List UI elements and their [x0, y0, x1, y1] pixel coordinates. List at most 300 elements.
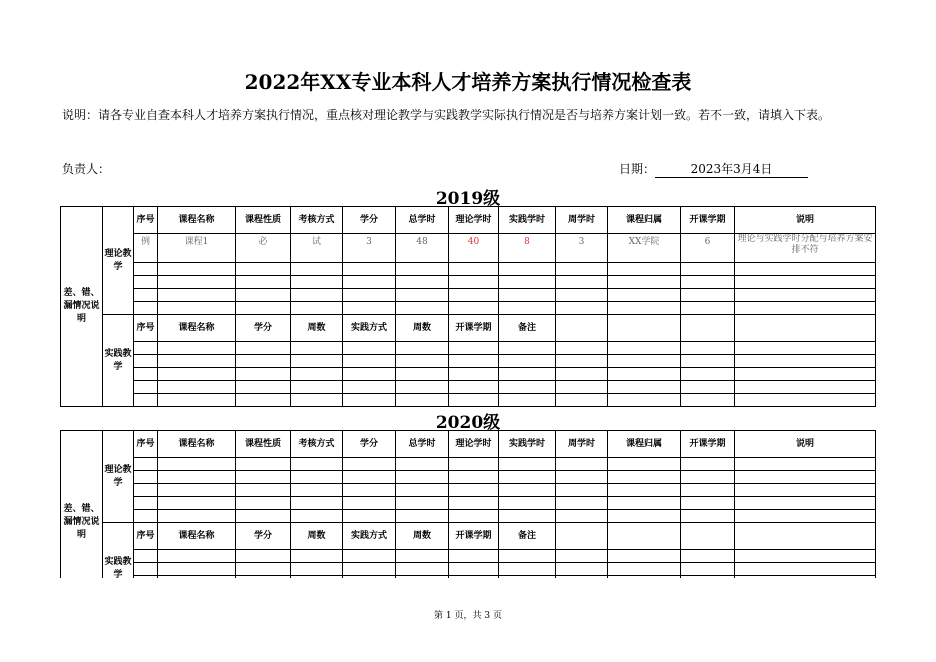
column-header: 课程名称: [158, 207, 236, 234]
empty-cell[interactable]: [236, 276, 291, 289]
empty-cell[interactable]: [556, 302, 608, 315]
empty-cell[interactable]: [681, 550, 735, 563]
empty-cell[interactable]: [343, 381, 396, 394]
empty-cell[interactable]: [291, 510, 343, 523]
empty-cell[interactable]: [735, 289, 876, 302]
section-year: 2020级: [435, 413, 501, 433]
table-row: [61, 458, 876, 471]
empty-cell[interactable]: [499, 471, 556, 484]
empty-cell[interactable]: [608, 289, 681, 302]
empty-cell[interactable]: [134, 510, 158, 523]
empty-cell[interactable]: [236, 497, 291, 510]
empty-cell[interactable]: [556, 276, 608, 289]
empty-cell[interactable]: [343, 563, 396, 576]
empty-cell[interactable]: [681, 523, 735, 550]
empty-cell[interactable]: [608, 368, 681, 381]
empty-cell[interactable]: [158, 550, 236, 563]
example-cell: 6: [681, 234, 735, 263]
column-header: 课程归属: [608, 207, 681, 234]
empty-cell[interactable]: [134, 368, 158, 381]
empty-cell[interactable]: [396, 289, 449, 302]
empty-cell[interactable]: [158, 355, 236, 368]
table-row: [61, 394, 876, 407]
empty-cell[interactable]: [735, 510, 876, 523]
table-row: [61, 234, 876, 263]
empty-cell[interactable]: [681, 394, 735, 407]
empty-cell[interactable]: [158, 497, 236, 510]
empty-cell[interactable]: [291, 381, 343, 394]
column-header: 序号: [134, 315, 158, 342]
empty-cell[interactable]: [343, 550, 396, 563]
column-header: 开课学期: [449, 315, 499, 342]
empty-cell[interactable]: [343, 484, 396, 497]
empty-cell[interactable]: [343, 289, 396, 302]
empty-cell[interactable]: [681, 510, 735, 523]
empty-cell[interactable]: [236, 355, 291, 368]
column-header: 实践方式: [343, 523, 396, 550]
date-label: 日期：: [619, 162, 656, 176]
empty-cell[interactable]: [499, 394, 556, 407]
empty-cell[interactable]: [608, 394, 681, 407]
example-cell: 课程1: [158, 234, 236, 263]
empty-cell[interactable]: [236, 563, 291, 576]
empty-cell[interactable]: [396, 381, 449, 394]
column-header: 课程名称: [158, 431, 236, 458]
empty-cell[interactable]: [236, 342, 291, 355]
empty-cell[interactable]: [343, 355, 396, 368]
empty-cell[interactable]: [608, 523, 681, 550]
empty-cell[interactable]: [134, 458, 158, 471]
empty-cell[interactable]: [608, 315, 681, 342]
table-row: [61, 355, 876, 368]
column-header: 理论学时: [449, 431, 499, 458]
empty-cell[interactable]: [449, 368, 499, 381]
empty-cell[interactable]: [681, 471, 735, 484]
empty-cell[interactable]: [449, 276, 499, 289]
empty-cell[interactable]: [556, 289, 608, 302]
empty-cell[interactable]: [449, 497, 499, 510]
side-label: 差、错、漏情况说明: [61, 207, 103, 407]
column-header: 实践学时: [499, 207, 556, 234]
column-header: 备注: [499, 523, 556, 550]
empty-cell[interactable]: [735, 263, 876, 276]
empty-cell[interactable]: [291, 458, 343, 471]
example-cell: 试: [291, 234, 343, 263]
empty-cell[interactable]: [608, 458, 681, 471]
section-year: 2019级: [435, 189, 501, 209]
empty-cell[interactable]: [134, 563, 158, 576]
column-header: 周数: [396, 523, 449, 550]
empty-cell[interactable]: [556, 263, 608, 276]
column-header: 实践学时: [499, 431, 556, 458]
empty-cell[interactable]: [499, 342, 556, 355]
empty-cell[interactable]: [449, 471, 499, 484]
empty-cell[interactable]: [343, 394, 396, 407]
empty-cell[interactable]: [681, 563, 735, 576]
column-header: 总学时: [396, 207, 449, 234]
empty-cell[interactable]: [608, 342, 681, 355]
empty-cell[interactable]: [449, 302, 499, 315]
empty-cell[interactable]: [608, 563, 681, 576]
empty-cell[interactable]: [556, 510, 608, 523]
empty-cell[interactable]: [735, 342, 876, 355]
empty-cell[interactable]: [134, 497, 158, 510]
empty-cell[interactable]: [396, 576, 449, 579]
empty-cell[interactable]: [499, 497, 556, 510]
empty-cell[interactable]: [396, 263, 449, 276]
empty-cell[interactable]: [291, 576, 343, 579]
page-title: 2022年XX专业本科人才培养方案执行情况检查表: [244, 70, 692, 94]
empty-cell[interactable]: [396, 276, 449, 289]
empty-cell[interactable]: [134, 550, 158, 563]
empty-cell[interactable]: [236, 458, 291, 471]
column-header: 周学时: [556, 431, 608, 458]
theory-header-row: [61, 207, 876, 234]
empty-cell[interactable]: [608, 510, 681, 523]
empty-cell[interactable]: [499, 550, 556, 563]
empty-cell[interactable]: [499, 381, 556, 394]
empty-cell[interactable]: [396, 563, 449, 576]
empty-cell[interactable]: [499, 458, 556, 471]
empty-cell[interactable]: [158, 394, 236, 407]
empty-cell[interactable]: [343, 576, 396, 579]
empty-cell[interactable]: [449, 289, 499, 302]
empty-cell[interactable]: [291, 471, 343, 484]
empty-cell[interactable]: [608, 471, 681, 484]
empty-cell[interactable]: [236, 576, 291, 579]
practice-header-row: [61, 523, 876, 550]
empty-cell[interactable]: [608, 576, 681, 579]
empty-cell[interactable]: [396, 342, 449, 355]
empty-cell[interactable]: [236, 289, 291, 302]
empty-cell[interactable]: [449, 576, 499, 579]
empty-cell[interactable]: [681, 302, 735, 315]
example-cell: 理论与实践学时分配与培养方案安排不符: [735, 234, 876, 263]
column-header: 学分: [343, 207, 396, 234]
column-header: 开课学期: [681, 431, 735, 458]
empty-cell[interactable]: [681, 342, 735, 355]
empty-cell[interactable]: [291, 276, 343, 289]
empty-cell[interactable]: [735, 276, 876, 289]
empty-cell[interactable]: [158, 263, 236, 276]
column-header: 周数: [291, 315, 343, 342]
column-header: 课程性质: [236, 431, 291, 458]
column-header: 备注: [499, 315, 556, 342]
column-header: 序号: [134, 523, 158, 550]
empty-cell[interactable]: [735, 355, 876, 368]
column-header: 学分: [343, 431, 396, 458]
empty-cell[interactable]: [158, 302, 236, 315]
empty-cell[interactable]: [449, 394, 499, 407]
table-row: [61, 563, 876, 576]
empty-cell[interactable]: [134, 381, 158, 394]
empty-cell[interactable]: [158, 510, 236, 523]
empty-cell[interactable]: [343, 302, 396, 315]
example-cell: 8: [499, 234, 556, 263]
empty-cell[interactable]: [291, 484, 343, 497]
empty-cell[interactable]: [158, 576, 236, 579]
empty-cell[interactable]: [343, 276, 396, 289]
empty-cell[interactable]: [343, 458, 396, 471]
table-row: [61, 381, 876, 394]
practice-header-row: [61, 315, 876, 342]
table-row: [61, 550, 876, 563]
empty-cell[interactable]: [236, 510, 291, 523]
empty-cell[interactable]: [735, 302, 876, 315]
empty-cell[interactable]: [681, 289, 735, 302]
empty-cell[interactable]: [608, 263, 681, 276]
owner-label: 负责人：: [62, 162, 111, 176]
empty-cell[interactable]: [343, 368, 396, 381]
empty-cell[interactable]: [681, 497, 735, 510]
empty-cell[interactable]: [449, 355, 499, 368]
empty-cell[interactable]: [681, 355, 735, 368]
table-row: [61, 342, 876, 355]
empty-cell[interactable]: [556, 471, 608, 484]
practice-label: 实践教学: [103, 523, 134, 579]
column-header: 开课学期: [681, 207, 735, 234]
empty-cell[interactable]: [396, 471, 449, 484]
empty-cell[interactable]: [608, 497, 681, 510]
empty-cell[interactable]: [499, 576, 556, 579]
empty-cell[interactable]: [681, 458, 735, 471]
empty-cell[interactable]: [735, 484, 876, 497]
column-header: 总学时: [396, 431, 449, 458]
example-cell: 必: [236, 234, 291, 263]
column-header: 周数: [396, 315, 449, 342]
empty-cell[interactable]: [735, 394, 876, 407]
empty-cell[interactable]: [608, 276, 681, 289]
empty-cell[interactable]: [158, 381, 236, 394]
empty-cell[interactable]: [291, 355, 343, 368]
column-header: 开课学期: [449, 523, 499, 550]
example-cell: 例: [134, 234, 158, 263]
empty-cell[interactable]: [449, 484, 499, 497]
table-row: [61, 263, 876, 276]
empty-cell[interactable]: [291, 368, 343, 381]
column-header: 课程归属: [608, 431, 681, 458]
empty-cell[interactable]: [236, 381, 291, 394]
theory-label: 理论教学: [103, 431, 134, 523]
date-value: 2023年3月4日: [655, 160, 808, 178]
empty-cell[interactable]: [291, 563, 343, 576]
empty-cell[interactable]: [449, 458, 499, 471]
empty-cell[interactable]: [343, 263, 396, 276]
empty-cell[interactable]: [158, 276, 236, 289]
column-header: 序号: [134, 431, 158, 458]
table-row: [61, 484, 876, 497]
empty-cell[interactable]: [556, 368, 608, 381]
table-row: [61, 576, 876, 579]
empty-cell[interactable]: [735, 550, 876, 563]
example-cell: 3: [343, 234, 396, 263]
empty-cell[interactable]: [134, 276, 158, 289]
column-header: 考核方式: [291, 207, 343, 234]
theory-label: 理论教学: [103, 207, 134, 315]
empty-cell[interactable]: [291, 394, 343, 407]
empty-cell[interactable]: [158, 458, 236, 471]
column-header: 说明: [735, 207, 876, 234]
empty-cell[interactable]: [396, 394, 449, 407]
column-header: 序号: [134, 207, 158, 234]
empty-cell[interactable]: [556, 355, 608, 368]
empty-cell[interactable]: [291, 497, 343, 510]
table-row: [61, 471, 876, 484]
side-label: 差、错、漏情况说明: [61, 431, 103, 579]
table-row: [61, 276, 876, 289]
empty-cell[interactable]: [396, 302, 449, 315]
empty-cell[interactable]: [556, 394, 608, 407]
empty-cell[interactable]: [556, 342, 608, 355]
empty-cell[interactable]: [735, 563, 876, 576]
empty-cell[interactable]: [499, 510, 556, 523]
empty-cell[interactable]: [556, 497, 608, 510]
check-table: [60, 430, 876, 578]
table-row: [61, 368, 876, 381]
column-header: 学分: [236, 523, 291, 550]
empty-cell[interactable]: [291, 263, 343, 276]
empty-cell[interactable]: [396, 458, 449, 471]
empty-cell[interactable]: [449, 342, 499, 355]
table-row: [61, 497, 876, 510]
page-footer: 第 1 页，共 3 页: [434, 611, 502, 621]
empty-cell[interactable]: [681, 576, 735, 579]
column-header: 周学时: [556, 207, 608, 234]
empty-cell[interactable]: [236, 368, 291, 381]
table-row: [61, 289, 876, 302]
empty-cell[interactable]: [608, 302, 681, 315]
empty-cell[interactable]: [735, 315, 876, 342]
empty-cell[interactable]: [681, 276, 735, 289]
empty-cell[interactable]: [556, 523, 608, 550]
empty-cell[interactable]: [449, 550, 499, 563]
empty-cell[interactable]: [291, 342, 343, 355]
empty-cell[interactable]: [556, 576, 608, 579]
theory-header-row: [61, 431, 876, 458]
empty-cell[interactable]: [499, 289, 556, 302]
empty-cell[interactable]: [608, 484, 681, 497]
empty-cell[interactable]: [449, 263, 499, 276]
empty-cell[interactable]: [499, 368, 556, 381]
empty-cell[interactable]: [608, 381, 681, 394]
empty-cell[interactable]: [735, 497, 876, 510]
column-header: 考核方式: [291, 431, 343, 458]
column-header: 理论学时: [449, 207, 499, 234]
empty-cell[interactable]: [134, 576, 158, 579]
empty-cell[interactable]: [556, 484, 608, 497]
empty-cell[interactable]: [134, 394, 158, 407]
empty-cell[interactable]: [236, 394, 291, 407]
description: 说明：请各专业自查本科人才培养方案执行情况，重点核对理论教学与实践教学实际执行情况是否与培养方案计划一致。若不一致，请填入下表。: [62, 108, 831, 122]
empty-cell[interactable]: [236, 471, 291, 484]
empty-cell[interactable]: [681, 381, 735, 394]
column-header: 实践方式: [343, 315, 396, 342]
column-header: 课程性质: [236, 207, 291, 234]
empty-cell[interactable]: [396, 368, 449, 381]
empty-cell[interactable]: [608, 550, 681, 563]
empty-cell[interactable]: [449, 381, 499, 394]
empty-cell[interactable]: [236, 302, 291, 315]
empty-cell[interactable]: [556, 315, 608, 342]
empty-cell[interactable]: [735, 381, 876, 394]
empty-cell[interactable]: [499, 263, 556, 276]
empty-cell[interactable]: [396, 484, 449, 497]
empty-cell[interactable]: [291, 289, 343, 302]
empty-cell[interactable]: [134, 471, 158, 484]
empty-cell[interactable]: [134, 484, 158, 497]
example-cell: 40: [449, 234, 499, 263]
empty-cell[interactable]: [681, 368, 735, 381]
empty-cell[interactable]: [343, 471, 396, 484]
empty-cell[interactable]: [735, 471, 876, 484]
table-row: [61, 302, 876, 315]
empty-cell[interactable]: [343, 510, 396, 523]
empty-cell[interactable]: [134, 263, 158, 276]
empty-cell[interactable]: [158, 368, 236, 381]
empty-cell[interactable]: [735, 523, 876, 550]
empty-cell[interactable]: [236, 484, 291, 497]
empty-cell[interactable]: [236, 263, 291, 276]
column-header: 说明: [735, 431, 876, 458]
empty-cell[interactable]: [343, 497, 396, 510]
empty-cell[interactable]: [499, 563, 556, 576]
empty-cell[interactable]: [681, 263, 735, 276]
column-header: 课程名称: [158, 315, 236, 342]
column-header: 周数: [291, 523, 343, 550]
empty-cell[interactable]: [158, 289, 236, 302]
empty-cell[interactable]: [158, 342, 236, 355]
empty-cell[interactable]: [134, 289, 158, 302]
empty-cell[interactable]: [134, 342, 158, 355]
empty-cell[interactable]: [556, 563, 608, 576]
empty-cell[interactable]: [449, 510, 499, 523]
empty-cell[interactable]: [158, 471, 236, 484]
empty-cell[interactable]: [396, 550, 449, 563]
empty-cell[interactable]: [396, 510, 449, 523]
empty-cell[interactable]: [499, 276, 556, 289]
empty-cell[interactable]: [236, 550, 291, 563]
empty-cell[interactable]: [735, 368, 876, 381]
empty-cell[interactable]: [396, 497, 449, 510]
empty-cell[interactable]: [343, 342, 396, 355]
empty-cell[interactable]: [499, 355, 556, 368]
empty-cell[interactable]: [449, 563, 499, 576]
empty-cell[interactable]: [396, 355, 449, 368]
empty-cell[interactable]: [556, 550, 608, 563]
empty-cell[interactable]: [556, 458, 608, 471]
empty-cell[interactable]: [134, 355, 158, 368]
column-header: 课程名称: [158, 523, 236, 550]
empty-cell[interactable]: [291, 302, 343, 315]
empty-cell[interactable]: [499, 302, 556, 315]
empty-cell[interactable]: [735, 458, 876, 471]
empty-cell[interactable]: [291, 550, 343, 563]
empty-cell[interactable]: [158, 563, 236, 576]
empty-cell[interactable]: [499, 484, 556, 497]
table-row: [61, 510, 876, 523]
example-cell: XX学院: [608, 234, 681, 263]
empty-cell[interactable]: [681, 484, 735, 497]
empty-cell[interactable]: [556, 381, 608, 394]
column-header: 学分: [236, 315, 291, 342]
example-cell: 48: [396, 234, 449, 263]
empty-cell[interactable]: [608, 355, 681, 368]
practice-label: 实践教学: [103, 315, 134, 407]
empty-cell[interactable]: [735, 576, 876, 579]
empty-cell[interactable]: [134, 302, 158, 315]
empty-cell[interactable]: [681, 315, 735, 342]
empty-cell[interactable]: [158, 484, 236, 497]
